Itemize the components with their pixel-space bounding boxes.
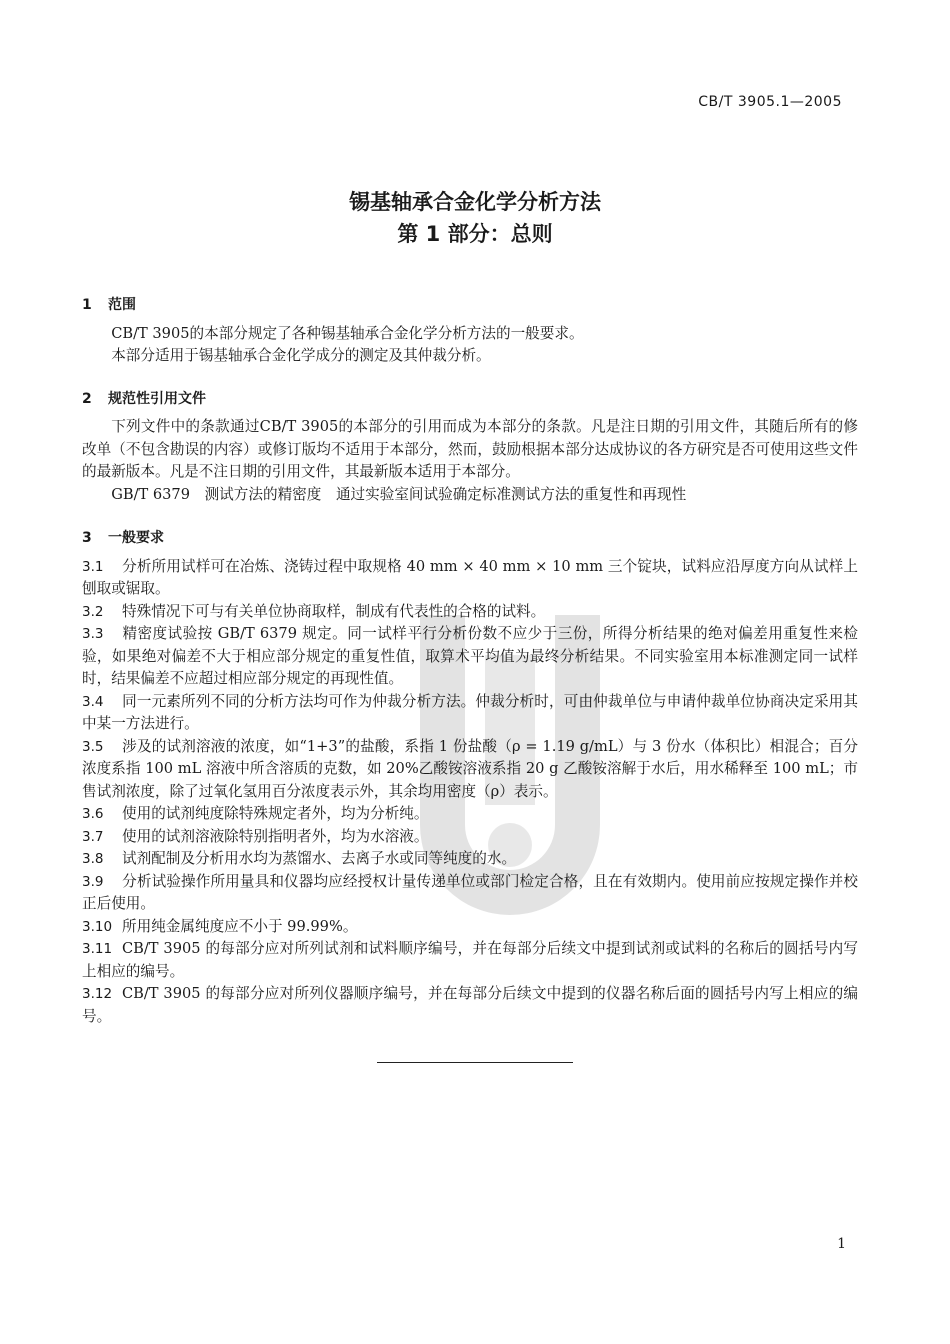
section-number: 2 bbox=[82, 390, 92, 407]
clause-number: 3.4 bbox=[82, 693, 104, 710]
clause bbox=[82, 601, 858, 624]
clause bbox=[82, 938, 858, 983]
clause bbox=[82, 826, 858, 849]
section-title: 范围 bbox=[108, 297, 136, 313]
clause-number: 3.8 bbox=[82, 851, 104, 867]
clause-text: 同一元素所列不同的分析方法均可作为仲裁分析方法。仲裁分析时，可由仲裁单位与申请仲裁单位协商决定采用其中某一方法进行。 bbox=[82, 692, 858, 732]
clause bbox=[82, 623, 858, 691]
clause-number: 3.2 bbox=[82, 603, 104, 620]
clause-number: 3.11 bbox=[82, 941, 113, 957]
clause-text: 分析试验操作所用量具和仪器均应经授权计量传递单位或部门检定合格，且在有效期内。使用前应按规定操作并校正后使用。 bbox=[82, 872, 858, 912]
clause bbox=[82, 736, 858, 804]
clause-text: 分析所用试样可在冶炼、浇铸过程中取规格 40 mm × 40 mm × 10 mm 三个锭块，试料应沿厚度方向从试样上刨取或锯取。 bbox=[82, 557, 858, 597]
clause-text: 所用纯金属纯度应不小于 99.99%。 bbox=[122, 917, 358, 935]
clause-number: 3.9 bbox=[82, 873, 104, 890]
paragraph: 本部分适用于锡基轴承合金化学成分的测定及其仲裁分析。 bbox=[111, 347, 491, 364]
clause-text: 使用的试剂溶液除特别指明者外，均为水溶液。 bbox=[122, 827, 429, 845]
end-of-document-line bbox=[377, 1062, 573, 1063]
clause-number: 3.1 bbox=[82, 558, 104, 575]
section-heading-normative-references bbox=[82, 388, 858, 411]
reference-entry: GB/T 6379 测试方法的精密度 通过实验室间试验确定标准测试方法的重复性和再现性 bbox=[111, 485, 687, 503]
clause bbox=[82, 983, 858, 1028]
clause-text: CB/T 3905 的每部分应对所列试剂和试料顺序编号，并在每部分后续文中提到试剂或试料的名称后的圆括号内写上相应的编号。 bbox=[82, 940, 858, 980]
clause-text: 精密度试验按 GB/T 6379 规定。同一试样平行分析份数不应少于三份，所得分析结果的绝对偏差用重复性来检验，如果绝对偏差不大于相应部分规定的重复性值，取算术平均值为最终分析结果。不同实验室用本标准测定同一试样时，结果偏差不应超过相应部分规定的再现性值。 bbox=[82, 625, 858, 687]
clause-number: 3.6 bbox=[82, 806, 104, 822]
clause bbox=[82, 848, 858, 871]
clause-number: 3.10 bbox=[82, 918, 113, 935]
page-number: 1 bbox=[837, 1236, 846, 1252]
clause bbox=[82, 691, 858, 736]
clause-number: 3.7 bbox=[82, 828, 104, 845]
section-heading-general-requirements bbox=[82, 527, 858, 550]
clause bbox=[82, 556, 858, 601]
clause-number: 3.5 bbox=[82, 738, 104, 755]
clause-text: 试剂配制及分析用水均为蒸馏水、去离子水或同等纯度的水。 bbox=[122, 850, 517, 867]
document-title: 锡基轴承合金化学分析方法 bbox=[349, 190, 601, 214]
clause-text: 涉及的试剂溶液的浓度，如“1+3”的盐酸，系指 1 份盐酸（ρ = 1.19 g/mL）与 3 份水（体积比）相混合；百分浓度系指 100 mL 溶液中所含溶质的克数，如 20%乙酸铵溶液系指 20 g 乙酸铵溶解于水后，用水稀释至 100 mL；市售试剂浓度，除了过氧化氢用百分浓度表示外，其余均用密度（ρ）表示。 bbox=[82, 737, 858, 800]
clause bbox=[82, 871, 858, 916]
clause-text: 特殊情况下可与有关单位协商取样，制成有代表性的合格的试料。 bbox=[122, 602, 546, 620]
section-heading-scope bbox=[82, 294, 858, 317]
paragraph: CB/T 3905的本部分规定了各种锡基轴承合金化学分析方法的一般要求。 bbox=[111, 324, 584, 342]
clause bbox=[82, 803, 858, 826]
section-title: 规范性引用文件 bbox=[108, 390, 206, 407]
clause-text: CB/T 3905 的每部分应对所列仪器顺序编号，并在每部分后续文中提到的仪器名称后面的圆括号内写上相应的编号。 bbox=[82, 985, 858, 1025]
clause-text: 使用的试剂纯度除特殊规定者外，均为分析纯。 bbox=[122, 805, 429, 822]
document-subtitle: 第 1 部分：总则 bbox=[397, 222, 553, 246]
clause-number: 3.3 bbox=[82, 626, 104, 642]
section-number: 3 bbox=[82, 530, 92, 546]
standard-code: CB/T 3905.1—2005 bbox=[698, 94, 842, 110]
document-body bbox=[82, 294, 858, 1028]
clause-number: 3.12 bbox=[82, 986, 113, 1002]
section-number: 1 bbox=[82, 297, 92, 313]
section-title: 一般要求 bbox=[108, 530, 164, 546]
paragraph: 下列文件中的条款通过CB/T 3905的本部分的引用而成为本部分的条款。凡是注日期的引用文件，其随后所有的修改单（不包含勘误的内容）或修订版均不适用于本部分，然而，鼓励根据本部分达成协议的各方研究是否可使用这些文件的最新版本。凡是不注日期的引用文件，其最新版本适用于本部分。 bbox=[82, 418, 858, 480]
clause bbox=[82, 916, 858, 939]
